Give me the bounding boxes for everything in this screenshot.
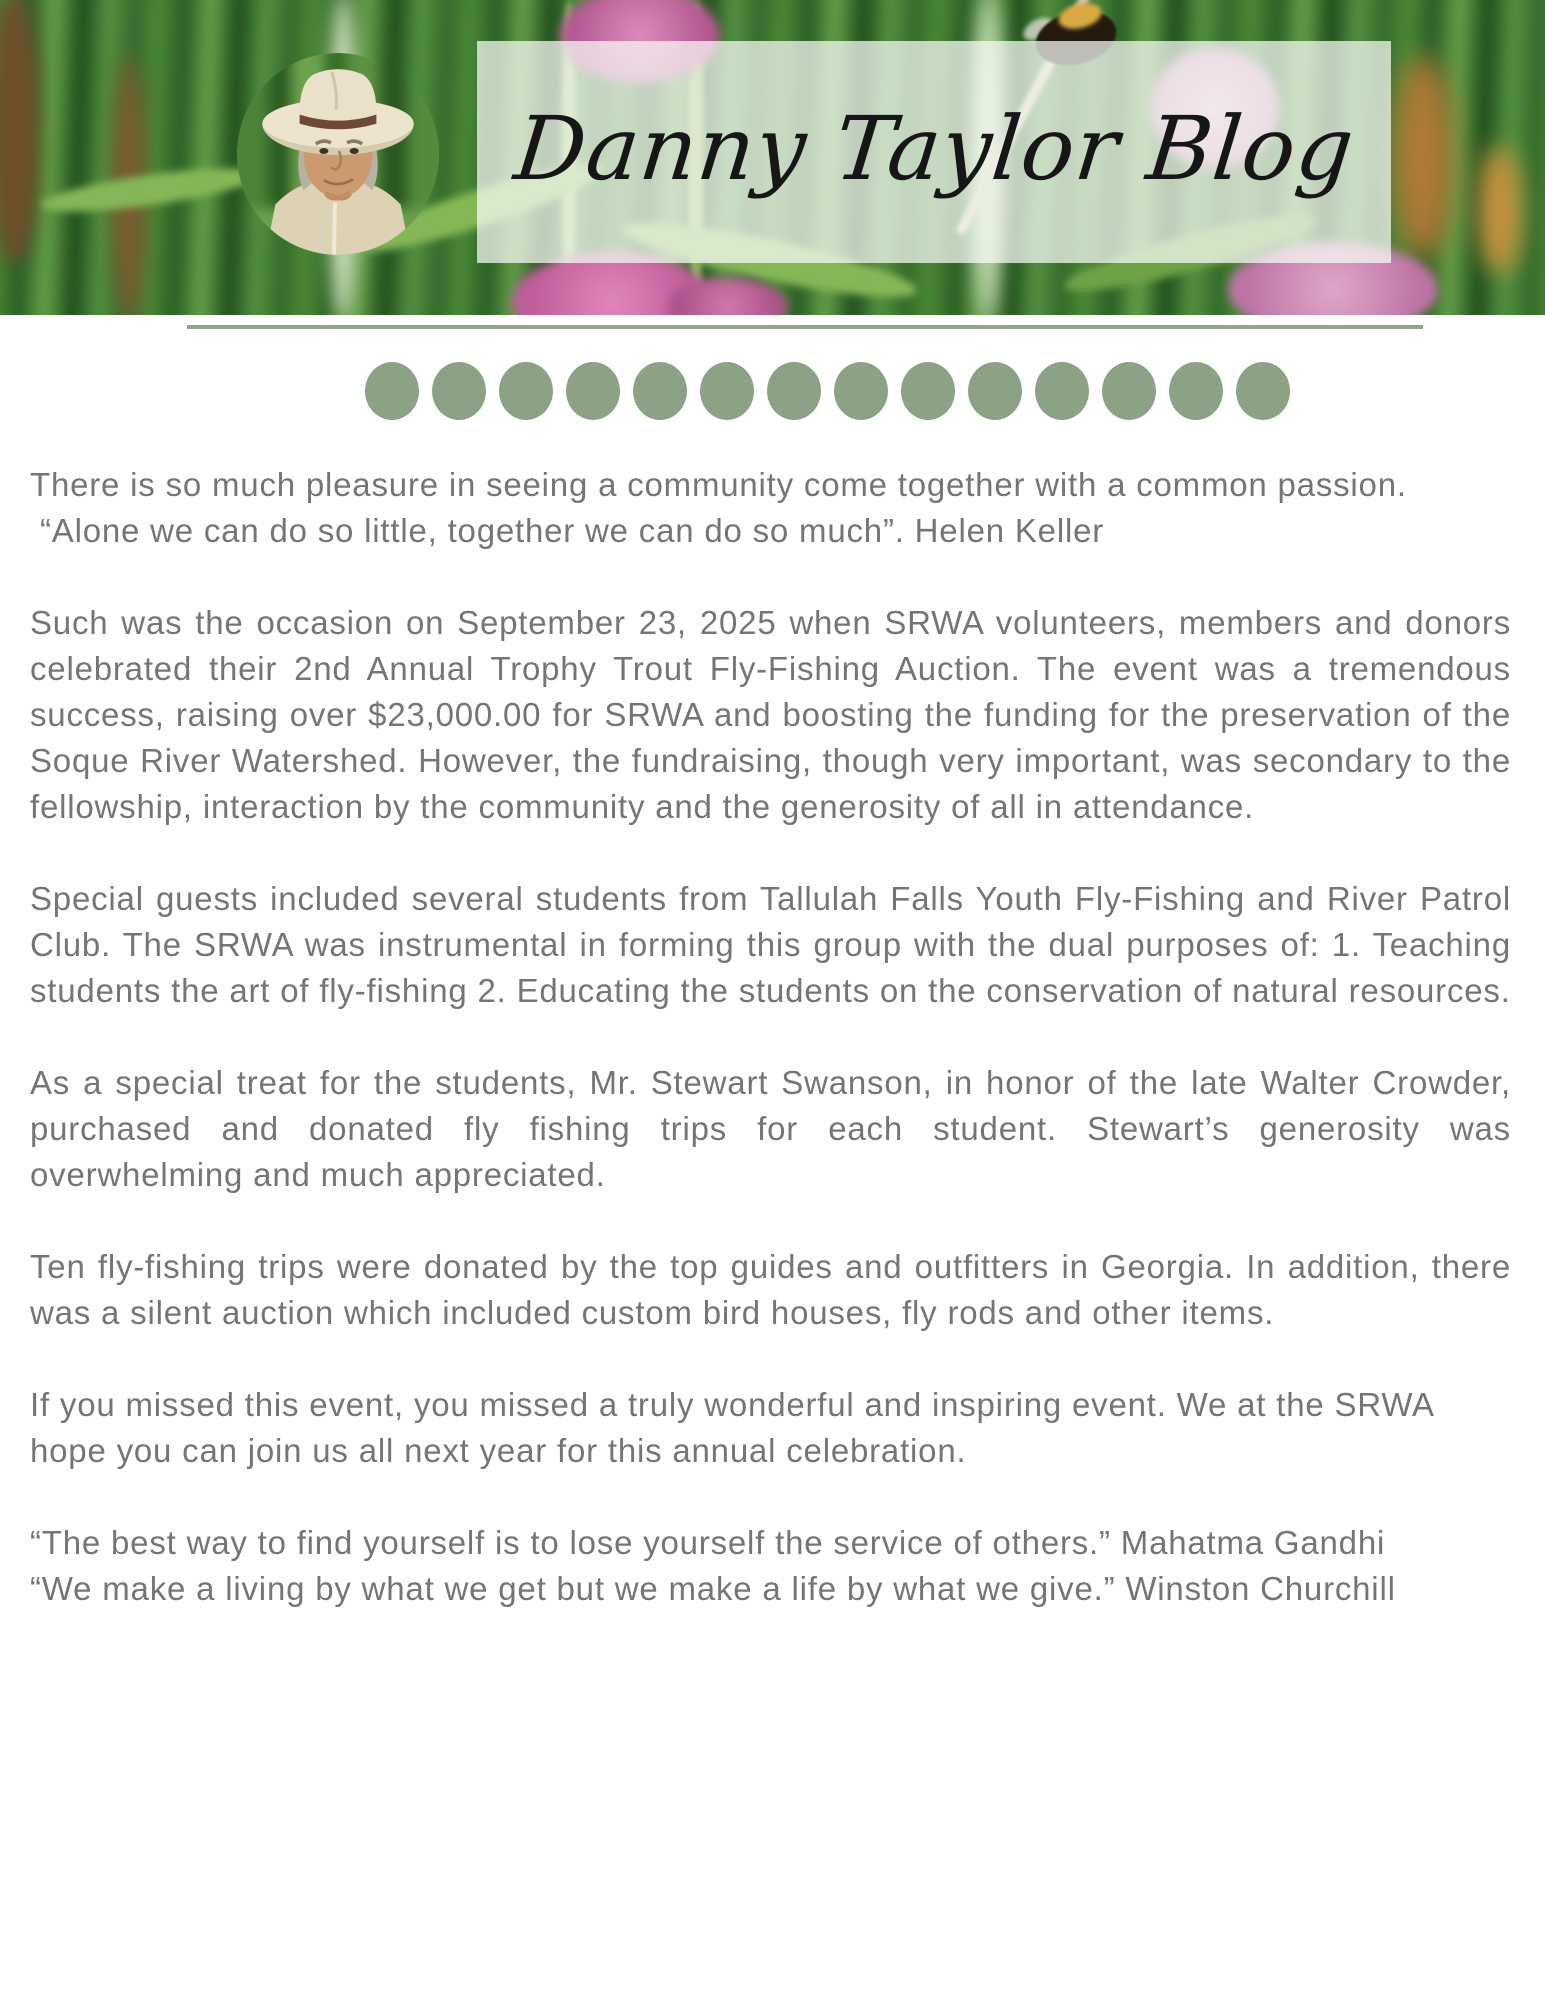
divider-dot <box>499 362 553 420</box>
paragraph-intro-quote <box>30 462 1511 554</box>
divider-dot <box>1236 362 1290 420</box>
paragraph-event-summary <box>30 600 1511 830</box>
paragraph-donated-trips <box>30 1244 1511 1336</box>
text-line: “Alone we can do so little, together we can do so much”. Helen Keller <box>30 512 1105 549</box>
text-line: “We make a living by what we get but we make a life by what we give.” Winston Churchill <box>30 1570 1396 1607</box>
dots-divider <box>365 362 1290 420</box>
divider-dot <box>365 362 419 420</box>
paragraph-student-treat <box>30 1060 1511 1198</box>
paragraph-closing <box>30 1382 1511 1474</box>
text-line: Such was the occasion on September 23, 2025 when SRWA volunteers, members and donors celebrated their 2nd Annual Trophy Trout Fly-Fishing Auction. The event was a tremendous success, raising over $23,000.00 for SRWA and boosting the funding for the preservation of the Soque River Watershed. However, the fundraising, though very important, was secondary to the fellowship, interaction by the community and the generosity of all in attendance. <box>30 604 1511 825</box>
divider-dot <box>1035 362 1089 420</box>
page-title: Danny Taylor Blog <box>509 96 1360 200</box>
divider-dot <box>1169 362 1223 420</box>
text-line: “The best way to find yourself is to lose yourself the service of others.” Mahatma Gandhi <box>30 1524 1386 1561</box>
divider-dot <box>633 362 687 420</box>
author-portrait-photo <box>237 53 439 255</box>
divider-dot <box>968 362 1022 420</box>
text-line: Ten fly-fishing trips were donated by the top guides and outfitters in Georgia. In addition, there was a silent auction which included custom bird houses, fly rods and other items. <box>30 1248 1511 1331</box>
text-line: If you missed this event, you missed a truly wonderful and inspiring event. We at the SRWA hope you can join us all next year for this annual celebration. <box>30 1386 1434 1469</box>
divider-dot <box>566 362 620 420</box>
orange-blur-shape <box>1392 55 1454 260</box>
divider-dot <box>901 362 955 420</box>
paragraph-special-guests <box>30 876 1511 1014</box>
divider-dot <box>1102 362 1156 420</box>
avatar <box>237 53 439 255</box>
title-banner-box <box>477 41 1391 263</box>
text-line: Special guests included several students from Tallulah Falls Youth Fly-Fishing and River Patrol Club. The SRWA was instrumental in forming this group with the dual purposes of: 1. Teaching students the art of fly-fishing 2. Educating the students on the conservation of natural resources. <box>30 880 1511 1009</box>
divider-dot <box>700 362 754 420</box>
paragraph-quotes <box>30 1520 1511 1612</box>
divider-dot <box>432 362 486 420</box>
divider-dot <box>834 362 888 420</box>
divider-rule <box>187 325 1423 329</box>
orange-blur-shape <box>1478 145 1522 275</box>
article-body <box>30 462 1511 1658</box>
banner-photo <box>0 0 1545 315</box>
divider-dot <box>767 362 821 420</box>
text-line: As a special treat for the students, Mr. Stewart Swanson, in honor of the late Walter Crowder, purchased and donated fly fishing trips for each student. Stewart’s generosity was overwhelming and much appreciated. <box>30 1064 1511 1193</box>
text-line: There is so much pleasure in seeing a community come together with a common passion. <box>30 466 1407 503</box>
